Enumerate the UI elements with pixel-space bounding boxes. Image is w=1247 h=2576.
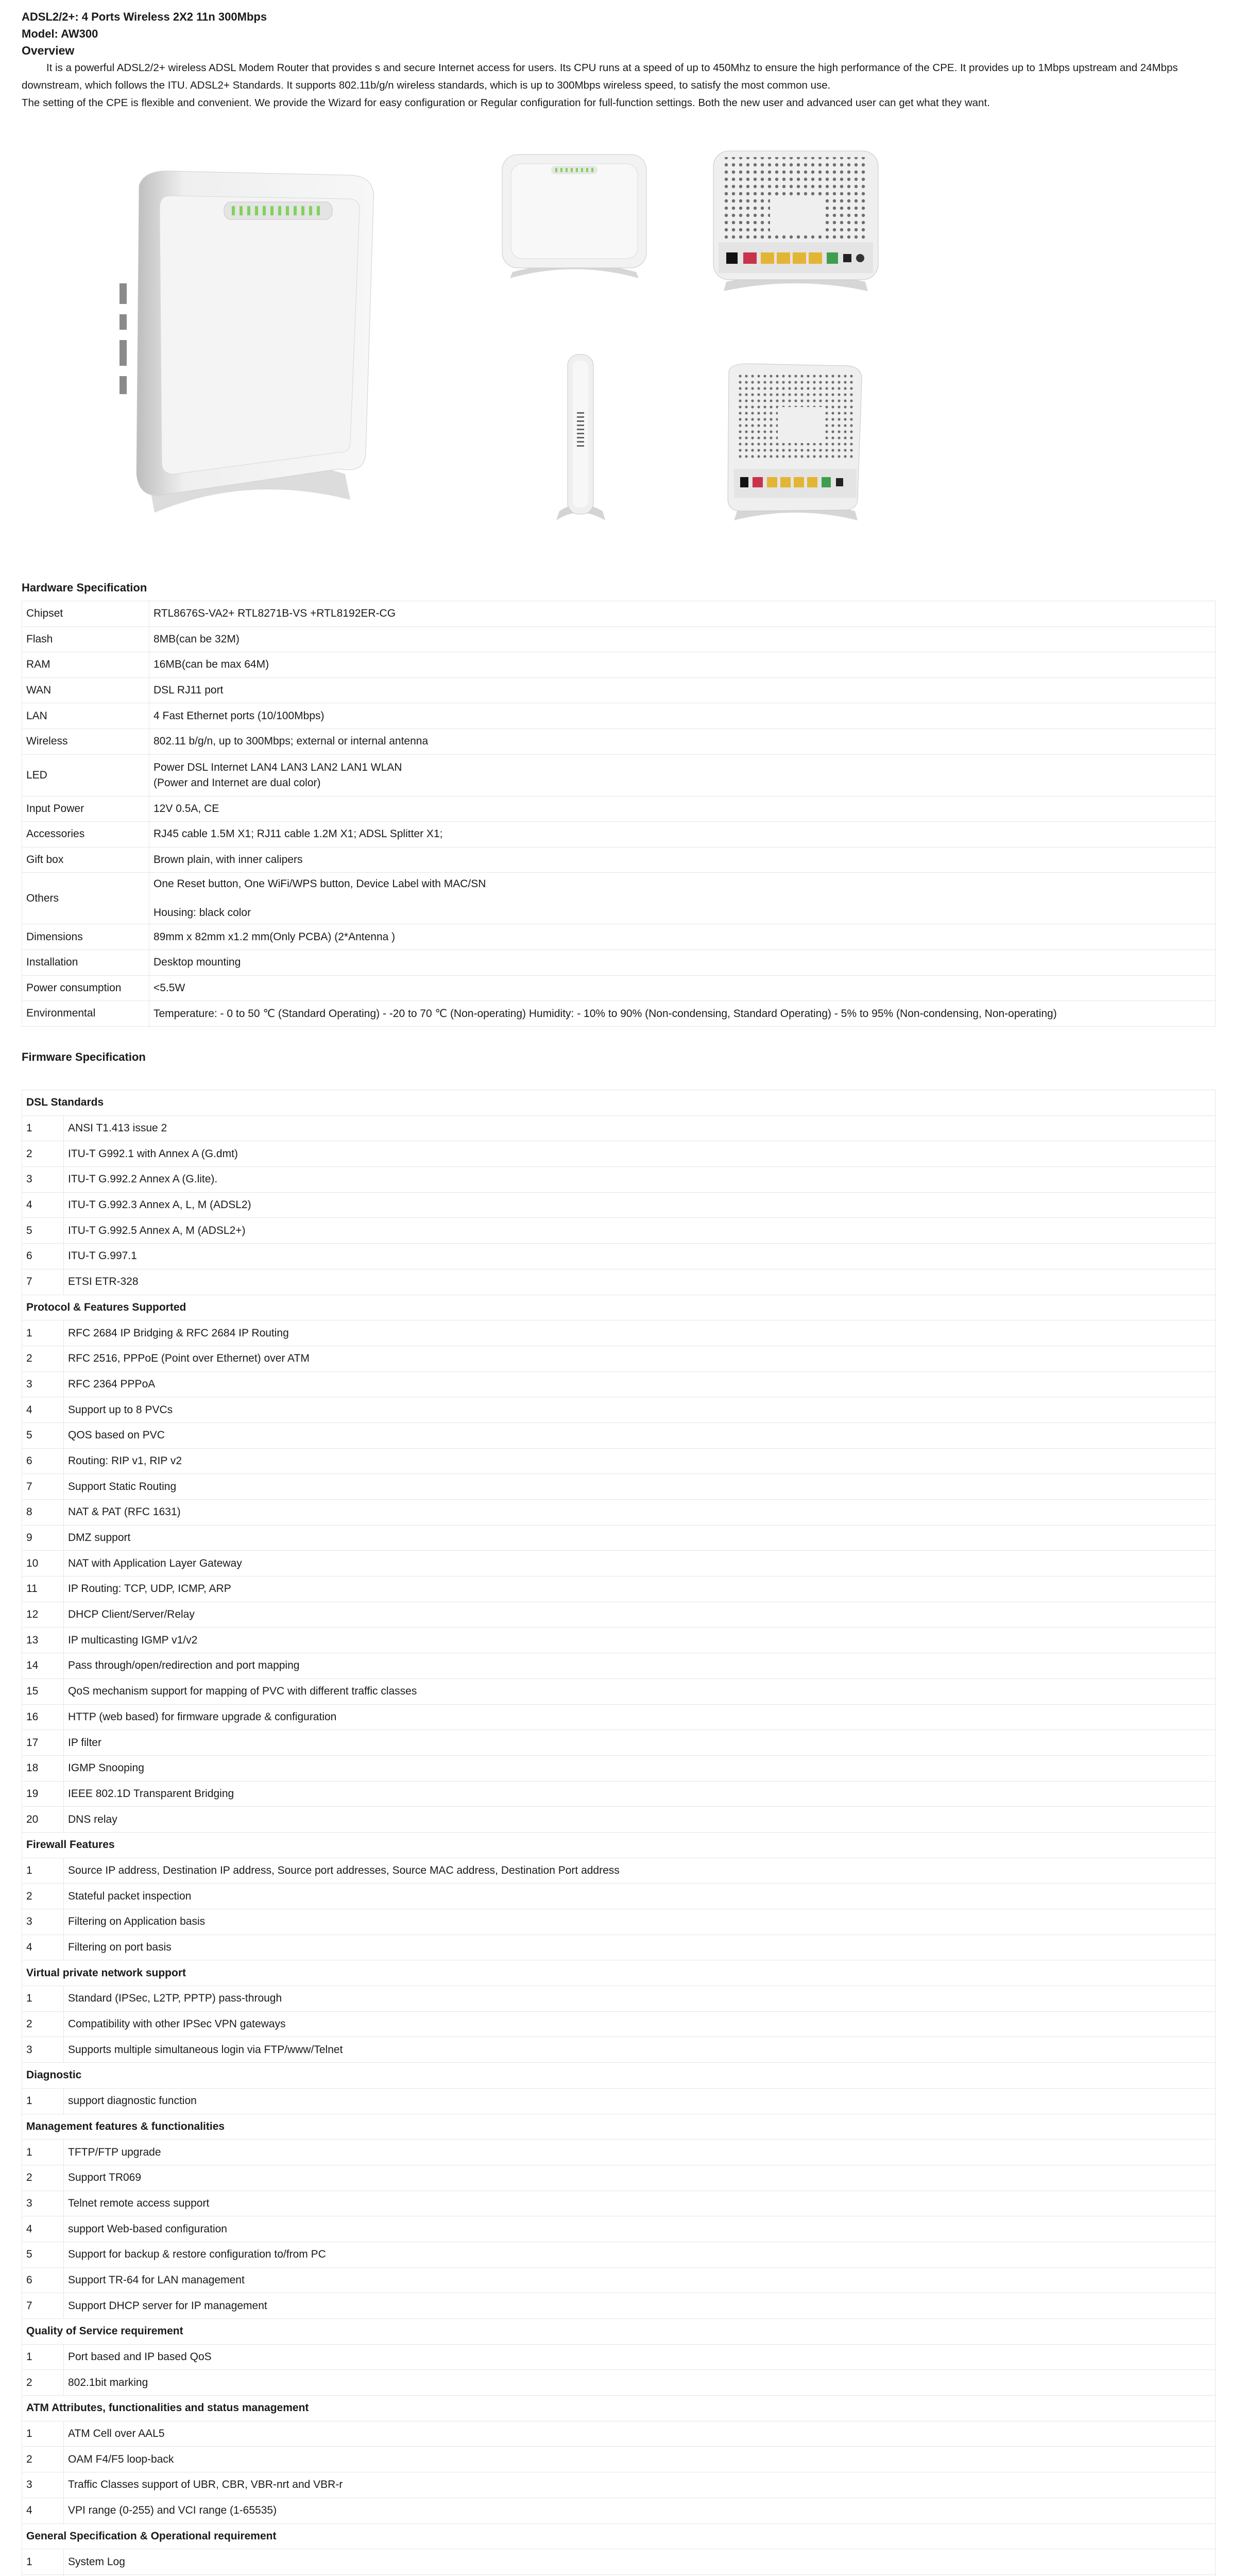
fw-item-text: RFC 2364 PPPoA xyxy=(64,1371,1216,1397)
fw-item-row xyxy=(22,2472,1216,2498)
fw-item-text: Support for backup & restore configuration to/from PC xyxy=(64,2242,1216,2267)
fw-item-row xyxy=(22,1474,1216,1500)
hw-spec-label: Wireless xyxy=(22,728,149,754)
fw-item-row xyxy=(22,1653,1216,1679)
fw-item-text: IP filter xyxy=(64,1730,1216,1756)
hw-spec-label: Dimensions xyxy=(22,924,149,950)
fw-item-row xyxy=(22,1422,1216,1448)
fw-item-number: 13 xyxy=(22,1628,64,1653)
hw-spec-value-text: 12V 0.5A, CE xyxy=(153,802,219,815)
fw-item-row xyxy=(22,1346,1216,1371)
fw-item-row xyxy=(22,1858,1216,1884)
fw-item-number: 12 xyxy=(22,1602,64,1628)
fw-item-row xyxy=(22,2242,1216,2267)
hw-spec-value xyxy=(149,975,1216,1001)
hw-spec-value-text: One Reset button, One WiFi/WPS button, Device Label with MAC/SN xyxy=(153,877,486,890)
fw-item-text: ETSI ETR-328 xyxy=(64,1269,1216,1295)
overview-heading: Overview xyxy=(22,44,75,57)
fw-item-text: Support up to 8 PVCs xyxy=(64,1397,1216,1423)
hw-spec-value xyxy=(149,950,1216,975)
hw-spec-value xyxy=(149,601,1216,627)
fw-item-number: 2 xyxy=(22,1884,64,1909)
fw-item-number: 6 xyxy=(22,1448,64,1474)
fw-item-number: 1 xyxy=(22,2549,64,2575)
fw-item-row xyxy=(22,1320,1216,1346)
hw-spec-label: Flash xyxy=(22,626,149,652)
hw-spec-label: Environmental xyxy=(22,1001,149,1027)
fw-item-text: ATM Cell over AAL5 xyxy=(64,2421,1216,2447)
fw-item-text: Pass through/open/redirection and port mapping xyxy=(64,1653,1216,1679)
fw-category-title: ATM Attributes, functionalities and status management xyxy=(22,2396,1216,2421)
fw-item-number: 3 xyxy=(22,1909,64,1935)
fw-item-row xyxy=(22,1577,1216,1602)
hw-spec-value-text: Power DSL Internet LAN4 LAN3 LAN2 LAN1 WLAN xyxy=(153,761,402,773)
fw-item-row xyxy=(22,1448,1216,1474)
fw-item-row xyxy=(22,1781,1216,1807)
fw-item-row xyxy=(22,2037,1216,2063)
hardware-spec-heading: Hardware Specification xyxy=(22,581,147,594)
fw-item-text: Support DHCP server for IP management xyxy=(64,2293,1216,2319)
fw-item-number: 9 xyxy=(22,1525,64,1551)
fw-item-text: DNS relay xyxy=(64,1807,1216,1833)
firmware-spec-table xyxy=(22,1090,1216,2576)
fw-item-row xyxy=(22,1884,1216,1909)
fw-item-text: Source IP address, Destination IP address, Source port addresses, Source MAC address, Destination Port address xyxy=(64,1858,1216,1884)
fw-item-text: TFTP/FTP upgrade xyxy=(64,2140,1216,2165)
fw-category-row xyxy=(22,1295,1216,1320)
hw-spec-value xyxy=(149,703,1216,729)
hw-spec-value-text: RTL8676S-VA2+ RTL8271B-VS +RTL8192ER-CG xyxy=(153,607,396,620)
fw-item-number: 1 xyxy=(22,2140,64,2165)
hw-spec-value-text: RJ45 cable 1.5M X1; RJ11 cable 1.2M X1; ADSL Splitter X1; xyxy=(153,828,443,840)
fw-item-row xyxy=(22,1935,1216,1960)
fw-item-row xyxy=(22,2216,1216,2242)
fw-item-text: support Web-based configuration xyxy=(64,2216,1216,2242)
fw-item-row xyxy=(22,1115,1216,1141)
fw-item-row xyxy=(22,1704,1216,1730)
fw-item-number: 1 xyxy=(22,1115,64,1141)
hw-spec-label: RAM xyxy=(22,652,149,678)
fw-item-text: ITU-T G.992.2 Annex A (G.lite). xyxy=(64,1167,1216,1193)
hw-spec-row xyxy=(22,703,1216,729)
router-side-photo xyxy=(546,350,613,526)
fw-item-text: IGMP Snooping xyxy=(64,1755,1216,1781)
fw-item-number: 3 xyxy=(22,2037,64,2063)
fw-item-row xyxy=(22,2549,1216,2575)
fw-item-row xyxy=(22,1602,1216,1628)
hw-spec-row xyxy=(22,924,1216,950)
fw-item-row xyxy=(22,1397,1216,1423)
hw-spec-value xyxy=(149,626,1216,652)
fw-item-number: 7 xyxy=(22,2293,64,2319)
hw-spec-value-text: 89mm x 82mm x1.2 mm(Only PCBA) (2*Antenna ) xyxy=(153,930,396,943)
fw-item-text: Stateful packet inspection xyxy=(64,1884,1216,1909)
fw-item-number: 2 xyxy=(22,2447,64,2472)
fw-item-text: IP multicasting IGMP v1/v2 xyxy=(64,1628,1216,1653)
fw-item-number: 2 xyxy=(22,1141,64,1167)
hw-spec-row xyxy=(22,677,1216,703)
router-back-angle-photo xyxy=(719,361,868,526)
hw-spec-value xyxy=(149,873,1216,924)
hw-spec-value-text: 4 Fast Ethernet ports (10/100Mbps) xyxy=(153,709,324,722)
hw-spec-label: LED xyxy=(22,754,149,796)
fw-category-row xyxy=(22,2396,1216,2421)
hw-spec-value-text: <5.5W xyxy=(153,981,185,994)
hw-spec-row xyxy=(22,796,1216,822)
fw-item-number: 1 xyxy=(22,2421,64,2447)
fw-item-number: 2 xyxy=(22,1346,64,1371)
fw-item-text: Standard (IPSec, L2TP, PPTP) pass-through xyxy=(64,1986,1216,2012)
fw-item-number: 5 xyxy=(22,2242,64,2267)
fw-category-row xyxy=(22,2114,1216,2140)
hw-spec-value xyxy=(149,822,1216,848)
fw-item-row xyxy=(22,2370,1216,2396)
fw-item-text: Support Static Routing xyxy=(64,1474,1216,1500)
fw-category-title: DSL Standards xyxy=(22,1090,1216,1116)
fw-item-text: ITU-T G.992.5 Annex A, M (ADSL2+) xyxy=(64,1218,1216,1244)
fw-item-text: Support TR-64 for LAN management xyxy=(64,2267,1216,2293)
fw-item-row xyxy=(22,1679,1216,1704)
fw-category-row xyxy=(22,1832,1216,1858)
fw-category-row xyxy=(22,2063,1216,2089)
hw-spec-label: Chipset xyxy=(22,601,149,627)
fw-item-row xyxy=(22,1167,1216,1193)
product-title: ADSL2/2+: 4 Ports Wireless 2X2 11n 300Mbps xyxy=(22,10,267,23)
fw-item-row xyxy=(22,1755,1216,1781)
fw-item-row xyxy=(22,1628,1216,1653)
fw-item-number: 3 xyxy=(22,2191,64,2216)
hw-spec-value xyxy=(149,924,1216,950)
hw-spec-row xyxy=(22,847,1216,873)
fw-item-row xyxy=(22,1730,1216,1756)
fw-item-number: 1 xyxy=(22,2344,64,2370)
hw-spec-value-text: DSL RJ11 port xyxy=(153,684,224,697)
hw-spec-value-text-2: Housing: black color xyxy=(153,906,251,919)
fw-item-number: 4 xyxy=(22,1192,64,1218)
fw-category-title: Firewall Features xyxy=(22,1832,1216,1858)
fw-item-text: Telnet remote access support xyxy=(64,2191,1216,2216)
fw-item-number: 18 xyxy=(22,1755,64,1781)
firmware-spec-heading: Firmware Specification xyxy=(22,1050,146,1063)
fw-item-number: 20 xyxy=(22,1807,64,1833)
hw-spec-row xyxy=(22,975,1216,1001)
fw-item-number: 4 xyxy=(22,1397,64,1423)
fw-item-row xyxy=(22,1525,1216,1551)
fw-item-text: NAT & PAT (RFC 1631) xyxy=(64,1500,1216,1526)
fw-item-text: Traffic Classes support of UBR, CBR, VBR-nrt and VBR-r xyxy=(64,2472,1216,2498)
fw-item-number: 8 xyxy=(22,1500,64,1526)
hw-spec-row xyxy=(22,626,1216,652)
fw-item-text: Supports multiple simultaneous login via FTP/www/Telnet xyxy=(64,2037,1216,2063)
fw-item-text: OAM F4/F5 loop-back xyxy=(64,2447,1216,2472)
hw-spec-value-text-2: (Power and Internet are dual color) xyxy=(153,776,321,789)
fw-item-number: 4 xyxy=(22,2498,64,2523)
hw-spec-label: LAN xyxy=(22,703,149,729)
fw-item-number: 1 xyxy=(22,1858,64,1884)
fw-item-text: RFC 2684 IP Bridging & RFC 2684 IP Routing xyxy=(64,1320,1216,1346)
hw-spec-label: Gift box xyxy=(22,847,149,873)
fw-item-row xyxy=(22,1909,1216,1935)
fw-item-row xyxy=(22,2447,1216,2472)
fw-item-number: 5 xyxy=(22,1422,64,1448)
hw-spec-label: Power consumption xyxy=(22,975,149,1001)
fw-item-number: 17 xyxy=(22,1730,64,1756)
fw-item-row xyxy=(22,1371,1216,1397)
fw-item-number: 6 xyxy=(22,2267,64,2293)
fw-item-number: 11 xyxy=(22,1577,64,1602)
hw-spec-value xyxy=(149,677,1216,703)
fw-item-number: 3 xyxy=(22,1371,64,1397)
fw-item-number: 16 xyxy=(22,1704,64,1730)
hw-spec-row xyxy=(22,728,1216,754)
fw-item-row xyxy=(22,2140,1216,2165)
fw-item-row xyxy=(22,2267,1216,2293)
fw-item-row xyxy=(22,2293,1216,2319)
fw-item-number: 3 xyxy=(22,2472,64,2498)
fw-item-number: 7 xyxy=(22,1474,64,1500)
hw-spec-value-text: 8MB(can be 32M) xyxy=(153,633,240,645)
fw-item-text: Routing: RIP v1, RIP v2 xyxy=(64,1448,1216,1474)
hw-spec-value-text: Desktop mounting xyxy=(153,956,241,969)
fw-item-text: HTTP (web based) for firmware upgrade & configuration xyxy=(64,1704,1216,1730)
fw-item-number: 1 xyxy=(22,2088,64,2114)
product-model: Model: AW300 xyxy=(22,27,98,40)
router-front-photo xyxy=(494,149,654,283)
fw-category-row xyxy=(22,2523,1216,2549)
fw-category-row xyxy=(22,1090,1216,1116)
fw-category-row xyxy=(22,2319,1216,2345)
fw-item-number: 2 xyxy=(22,2165,64,2191)
overview-paragraph: It is a powerful ADSL2/2+ wireless ADSL Modem Router that provides s and secure Internet access for users. Its CPU runs at a speed of up to 450Mhz to ensure the high performance of the CPE. It provides up to 1Mbps upstream and 24Mbps downstream, which follows the ITU. ADSL2+ Standards. It supports 802.11b/g/n wireless standards, which is up to 300Mbps wireless speed, to satisfy the most common use. xyxy=(22,62,1178,91)
fw-category-title: Quality of Service requirement xyxy=(22,2319,1216,2345)
overview-block xyxy=(22,8,1217,112)
hw-spec-row xyxy=(22,1001,1216,1027)
hw-spec-row xyxy=(22,822,1216,848)
hw-spec-value xyxy=(149,652,1216,678)
fw-item-number: 14 xyxy=(22,1653,64,1679)
fw-item-text: QoS mechanism support for mapping of PVC with different traffic classes xyxy=(64,1679,1216,1704)
fw-item-row xyxy=(22,1500,1216,1526)
hw-spec-value xyxy=(149,754,1216,796)
hw-spec-row xyxy=(22,601,1216,627)
fw-item-text: Support TR069 xyxy=(64,2165,1216,2191)
fw-item-row xyxy=(22,2191,1216,2216)
hw-spec-value-text: 802.11 b/g/n, up to 300Mbps; external or internal antenna xyxy=(153,735,429,748)
hw-spec-value xyxy=(149,796,1216,822)
fw-item-number: 7 xyxy=(22,1269,64,1295)
hw-spec-value xyxy=(149,728,1216,754)
hw-spec-label: Others xyxy=(22,873,149,924)
fw-item-text: Compatibility with other IPSec VPN gateways xyxy=(64,2011,1216,2037)
hw-spec-row xyxy=(22,652,1216,678)
fw-item-row xyxy=(22,2421,1216,2447)
fw-item-row xyxy=(22,1141,1216,1167)
hw-spec-value-text: 16MB(can be max 64M) xyxy=(153,658,269,671)
fw-item-text: DMZ support xyxy=(64,1525,1216,1551)
fw-item-number: 15 xyxy=(22,1679,64,1704)
fw-category-title: Protocol & Features Supported xyxy=(22,1295,1216,1320)
hw-spec-value-text: Brown plain, with inner calipers xyxy=(153,854,303,866)
fw-item-text: VPI range (0-255) and VCI range (1-65535) xyxy=(64,2498,1216,2523)
hw-spec-value xyxy=(149,847,1216,873)
fw-item-row xyxy=(22,2011,1216,2037)
hw-spec-row xyxy=(22,873,1216,924)
fw-item-text: DHCP Client/Server/Relay xyxy=(64,1602,1216,1628)
fw-item-text: ITU-T G.997.1 xyxy=(64,1244,1216,1269)
router-front-angle-photo xyxy=(108,165,386,515)
fw-item-text: support diagnostic function xyxy=(64,2088,1216,2114)
fw-item-number: 19 xyxy=(22,1781,64,1807)
fw-category-row xyxy=(22,1960,1216,1986)
fw-item-row xyxy=(22,1269,1216,1295)
hw-spec-row xyxy=(22,754,1216,796)
hardware-spec-table xyxy=(22,601,1216,1027)
fw-item-text: IEEE 802.1D Transparent Bridging xyxy=(64,1781,1216,1807)
hw-spec-row xyxy=(22,950,1216,975)
hw-spec-value xyxy=(149,1001,1216,1027)
fw-item-row xyxy=(22,2498,1216,2523)
fw-item-number: 2 xyxy=(22,2370,64,2396)
fw-item-number: 6 xyxy=(22,1244,64,1269)
fw-item-number: 1 xyxy=(22,1986,64,2012)
fw-item-number: 5 xyxy=(22,1218,64,1244)
fw-item-text: 802.1bit marking xyxy=(64,2370,1216,2396)
hw-spec-label: WAN xyxy=(22,677,149,703)
fw-item-row xyxy=(22,1986,1216,2012)
fw-item-text: RFC 2516, PPPoE (Point over Ethernet) over ATM xyxy=(64,1346,1216,1371)
fw-item-row xyxy=(22,1192,1216,1218)
fw-item-number: 4 xyxy=(22,1935,64,1960)
fw-item-text: ITU-T G992.1 with Annex A (G.dmt) xyxy=(64,1141,1216,1167)
fw-item-number: 2 xyxy=(22,2011,64,2037)
fw-category-title: Management features & functionalities xyxy=(22,2114,1216,2140)
fw-item-text: IP Routing: TCP, UDP, ICMP, ARP xyxy=(64,1577,1216,1602)
fw-item-row xyxy=(22,1551,1216,1577)
fw-category-title: Virtual private network support xyxy=(22,1960,1216,1986)
fw-category-title: Diagnostic xyxy=(22,2063,1216,2089)
fw-item-number: 1 xyxy=(22,1320,64,1346)
fw-item-row xyxy=(22,2088,1216,2114)
fw-item-text: NAT with Application Layer Gateway xyxy=(64,1551,1216,1577)
hw-spec-label: Input Power xyxy=(22,796,149,822)
fw-item-number: 4 xyxy=(22,2216,64,2242)
fw-item-text: ITU-T G.992.3 Annex A, L, M (ADSL2) xyxy=(64,1192,1216,1218)
fw-item-text: QOS based on PVC xyxy=(64,1422,1216,1448)
fw-item-text: Filtering on port basis xyxy=(64,1935,1216,1960)
hw-spec-label: Installation xyxy=(22,950,149,975)
fw-item-row xyxy=(22,1244,1216,1269)
fw-item-number: 3 xyxy=(22,1167,64,1193)
fw-item-row xyxy=(22,1807,1216,1833)
fw-item-row xyxy=(22,2344,1216,2370)
fw-item-number: 10 xyxy=(22,1551,64,1577)
fw-category-title: General Specification & Operational requirement xyxy=(22,2523,1216,2549)
hw-spec-value-text: Temperature: - 0 to 50 ℃ (Standard Operating) - -20 to 70 ℃ (Non-operating) Humidity: - 10% to 90% (Non-condensing, Standard Operating) - 5% to 95% (Non-condensing, Non-operating) xyxy=(153,1007,1057,1020)
fw-item-row xyxy=(22,2165,1216,2191)
fw-item-text: ANSI T1.413 issue 2 xyxy=(64,1115,1216,1141)
router-back-photo xyxy=(708,147,883,296)
hw-spec-label: Accessories xyxy=(22,822,149,848)
fw-item-text: System Log xyxy=(64,2549,1216,2575)
fw-item-row xyxy=(22,1218,1216,1244)
fw-item-text: Port based and IP based QoS xyxy=(64,2344,1216,2370)
overview-paragraph-2: The setting of the CPE is flexible and convenient. We provide the Wizard for easy configuration or Regular configuration for full-function settings. Both the new user and advanced user can get what they want. xyxy=(22,97,990,109)
fw-item-text: Filtering on Application basis xyxy=(64,1909,1216,1935)
